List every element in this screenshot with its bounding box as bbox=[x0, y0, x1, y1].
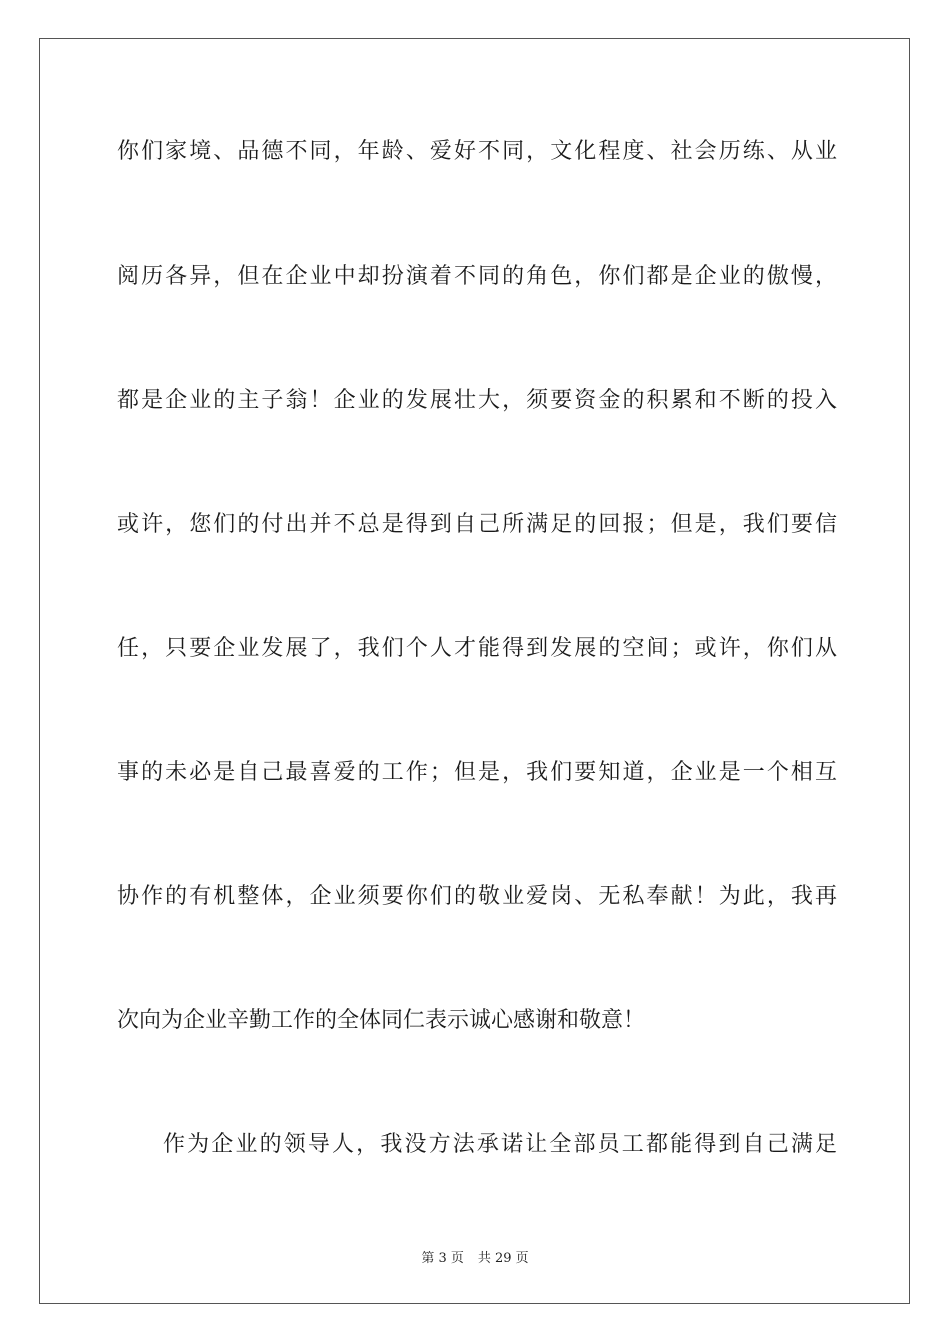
body-text-line: 事的未必是自己最喜爱的工作；但是，我们要知道，企业是一个相互 bbox=[117, 760, 837, 785]
body-text-line: 作为企业的领导人，我没方法承诺让全部员工都能得到自己满足 bbox=[163, 1132, 837, 1157]
body-text-line: 你们家境、品德不同，年龄、爱好不同，文化程度、社会历练、从业 bbox=[117, 139, 837, 164]
page-number: 第 3 页 bbox=[421, 1251, 464, 1266]
body-text-line: 或许，您们的付出并不总是得到自己所满足的回报；但是，我们要信 bbox=[117, 512, 837, 537]
page-border bbox=[39, 38, 910, 1304]
total-pages: 共 29 页 bbox=[477, 1251, 529, 1266]
body-text-line: 协作的有机整体，企业须要你们的敬业爱岗、无私奉献！为此，我再 bbox=[117, 884, 837, 909]
body-text-line: 都是企业的主子翁！企业的发展壮大，须要资金的积累和不断的投入 bbox=[117, 388, 837, 413]
page-footer bbox=[0, 1247, 950, 1266]
body-text-line: 阅历各异，但在企业中却扮演着不同的角色，你们都是企业的傲慢， bbox=[117, 264, 837, 289]
body-text-line: 任，只要企业发展了，我们个人才能得到发展的空间；或许，你们从 bbox=[117, 636, 837, 661]
body-text-line: 次向为企业辛勤工作的全体同仁表示诚心感谢和敬意！ bbox=[117, 1008, 646, 1033]
